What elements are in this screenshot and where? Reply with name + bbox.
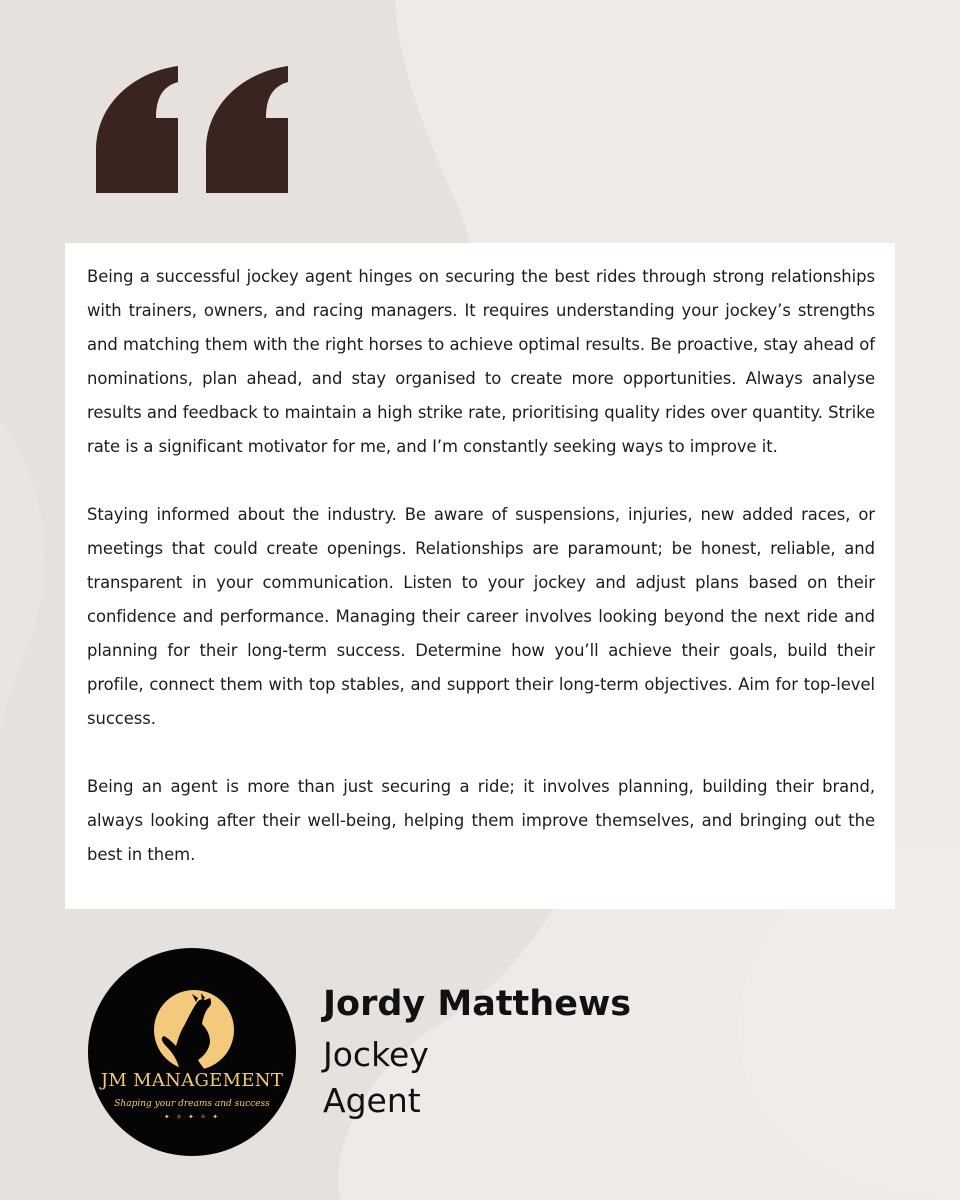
testimonial-paragraph: Being a successful jockey agent hinges on securing the best rides through strong relationships with trainers, owners, and racing managers. It requires understanding your jockey’s strengths and matching them with the right horses to achieve optimal results. Be proactive, stay ahead of nominations, plan ahead, and stay organised to create more opportunities. Always analyse results and feedback to maintain a high strike rate, prioritising quality rides over quantity. Strike rate is a significant motivator for me, and I’m constantly seeking ways to improve it. xyxy=(87,267,875,456)
logo-ornament: ✦ ✧ ✦ ✧ ✦ xyxy=(163,1113,221,1121)
testimonial-paragraph: Staying informed about the industry. Be aware of suspensions, injuries, new added races, or meetings that could create openings. Relationships are paramount; be honest, reliable, and transparent in your communication. Listen to your jockey and adjust plans based on their confidence and performance. Managing their career involves looking beyond the next ride and planning for their long-term success. Determine how you’ll achieve their goals, build their profile, connect them with top stables, and support their long-term objectives. Aim for top-level success. xyxy=(87,505,875,728)
rearing-horse-moon-icon xyxy=(88,948,296,1156)
background-blob-left xyxy=(0,420,44,740)
logo-company-name: JM MANAGEMENT xyxy=(100,1070,284,1091)
left-double-quote-icon xyxy=(94,64,294,196)
testimonial-card xyxy=(65,243,895,909)
author-role-line-2: Agent xyxy=(323,1081,421,1120)
company-logo xyxy=(88,948,296,1156)
logo-tagline: Shaping your dreams and success xyxy=(114,1099,270,1109)
testimonial-paragraph: Being an agent is more than just securing a ride; it involves planning, building their brand, always looking after their well-being, helping them improve themselves, and bringing out the best in them. xyxy=(87,777,875,864)
author-name: Jordy Matthews xyxy=(323,984,632,1024)
author-role-line-1: Jockey xyxy=(323,1035,429,1074)
